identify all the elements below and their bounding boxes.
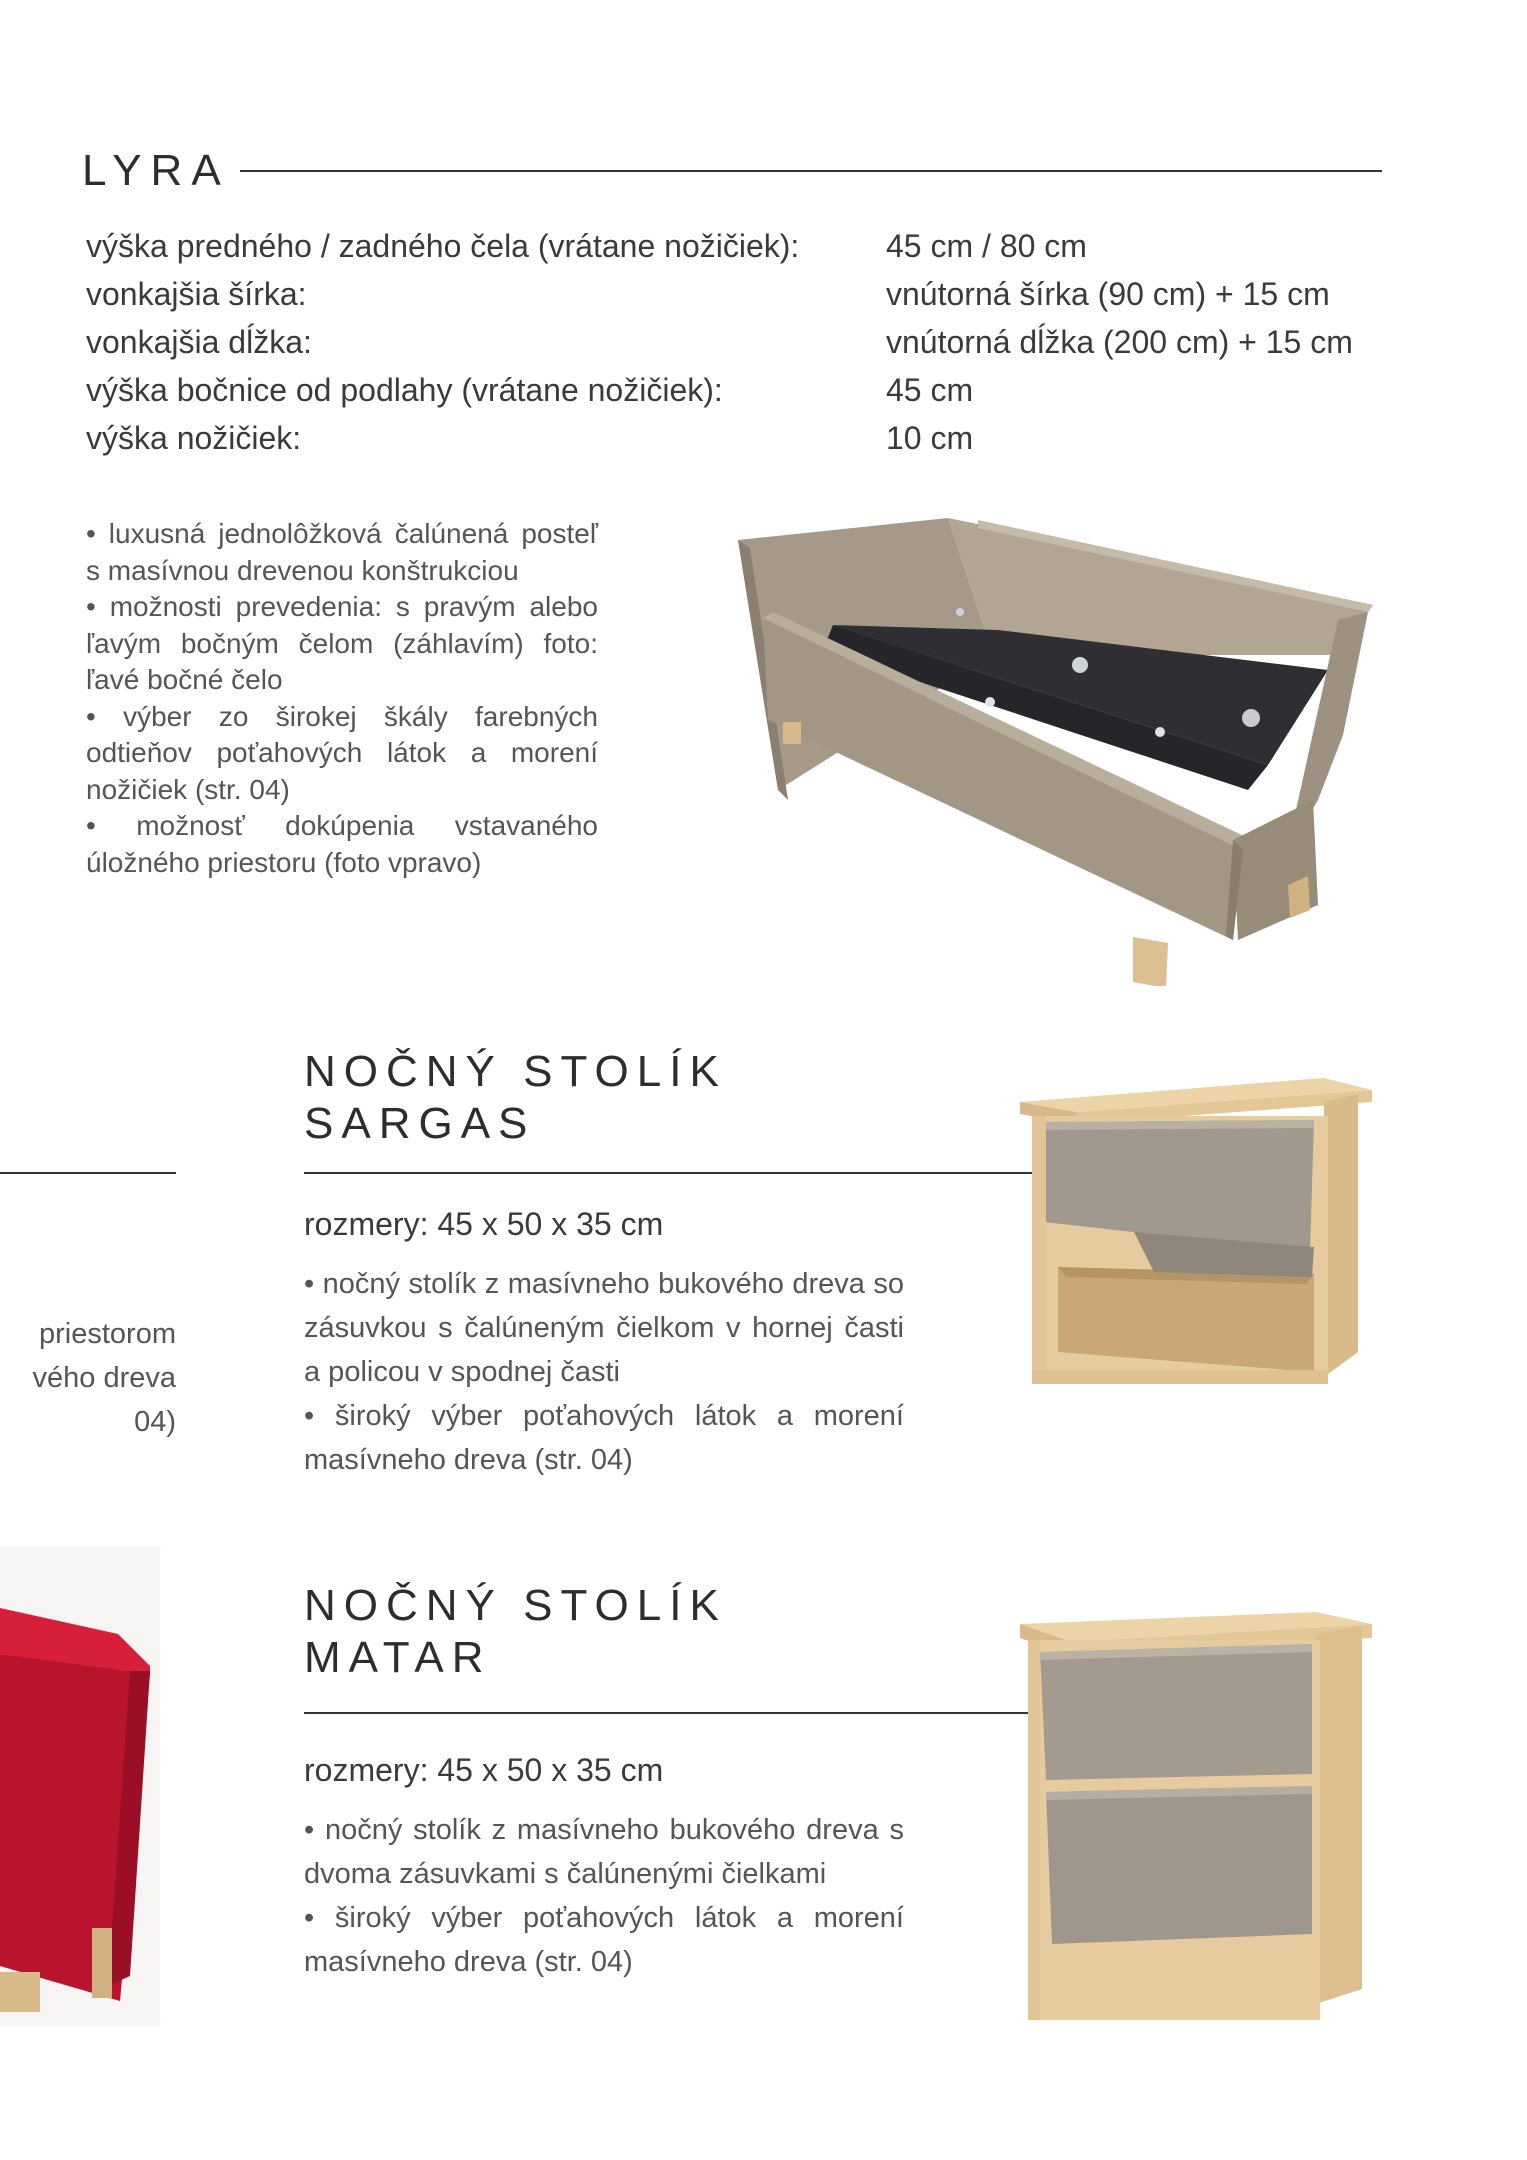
spec-label: vonkajšia dĺžka: xyxy=(86,324,312,360)
matar-nightstand-photo xyxy=(1016,1604,1378,2024)
spec-value: 10 cm xyxy=(886,420,974,456)
cut-off-line: vého dreva xyxy=(32,1362,176,1394)
sargas-title-line2: SARGAS xyxy=(304,1099,536,1148)
spec-value: 45 cm xyxy=(886,372,974,408)
spec-row xyxy=(86,420,1406,468)
cut-off-line: 04) xyxy=(134,1406,176,1438)
sargas-bullet: • nočný stolík z masívneho bukového dreva so zásuvkou s čalúneným čielkom v hornej časti a policou v spodnej časti xyxy=(304,1268,904,1388)
matar-title xyxy=(304,1580,727,1684)
matar-title-line1: NOČNÝ STOLÍK xyxy=(304,1581,727,1630)
lyra-description xyxy=(86,516,598,881)
spec-row xyxy=(86,228,1406,276)
lyra-bullet: • možnosť dokúpenia vstavaného úložného priestoru (foto vpravo) xyxy=(86,810,598,878)
lyra-bullet: • výber zo širokej škály farebných odtieňov poťahových látok a morení nožičiek (str. 04) xyxy=(86,700,598,805)
lyra-bullet: • luxusná jednolôžková čalúnená posteľ s masívnou drevenou konštrukciou xyxy=(86,518,598,586)
sargas-dimensions: rozmery: 45 x 50 x 35 cm xyxy=(304,1206,664,1242)
lyra-bullet: • možnosti prevedenia: s pravým alebo ľavým bočným čelom (záhlavím) foto: ľavé bočné čelo xyxy=(86,591,598,695)
spec-row xyxy=(86,324,1406,372)
sargas-rule-left xyxy=(0,1172,176,1174)
matar-bullet: • široký výber poťahových látok a morení masívneho dreva (str. 04) xyxy=(304,1902,904,1978)
spec-label: vonkajšia šírka: xyxy=(86,276,307,312)
matar-description xyxy=(304,1808,904,1984)
lyra-title-rule xyxy=(240,170,1382,172)
lyra-title: LYRA xyxy=(82,146,230,195)
matar-bullet: • nočný stolík z masívneho bukového dreva s dvoma zásuvkami s čalúnenými čielkami xyxy=(304,1814,904,1890)
spec-label: výška predného / zadného čela (vrátane nožičiek): xyxy=(86,228,800,264)
cut-off-line: priestorom xyxy=(39,1318,176,1350)
spec-label: výška nožičiek: xyxy=(86,420,302,456)
sargas-title xyxy=(304,1046,727,1150)
sargas-description xyxy=(304,1262,904,1482)
spec-value: vnútorná dĺžka (200 cm) + 15 cm xyxy=(886,324,1353,360)
matar-dimensions: rozmery: 45 x 50 x 35 cm xyxy=(304,1752,664,1788)
matar-rule xyxy=(304,1712,1034,1714)
matar-title-line2: MATAR xyxy=(304,1633,492,1682)
sargas-bullet: • široký výber poťahových látok a morení masívneho dreva (str. 04) xyxy=(304,1400,904,1476)
spec-value: 45 cm / 80 cm xyxy=(886,228,1087,264)
lyra-spec-table xyxy=(86,228,1406,468)
lyra-bed-photo xyxy=(728,500,1384,986)
spec-value: vnútorná šírka (90 cm) + 15 cm xyxy=(886,276,1330,312)
sargas-rule xyxy=(304,1172,1034,1174)
sargas-nightstand-photo xyxy=(1014,1072,1374,1420)
red-pouf-photo xyxy=(0,1546,160,2026)
spec-label: výška bočnice od podlahy (vrátane nožičiek): xyxy=(86,372,723,408)
sargas-title-line1: NOČNÝ STOLÍK xyxy=(304,1047,727,1096)
spec-row xyxy=(86,372,1406,420)
cut-off-text xyxy=(0,1312,176,1444)
spec-row xyxy=(86,276,1406,324)
